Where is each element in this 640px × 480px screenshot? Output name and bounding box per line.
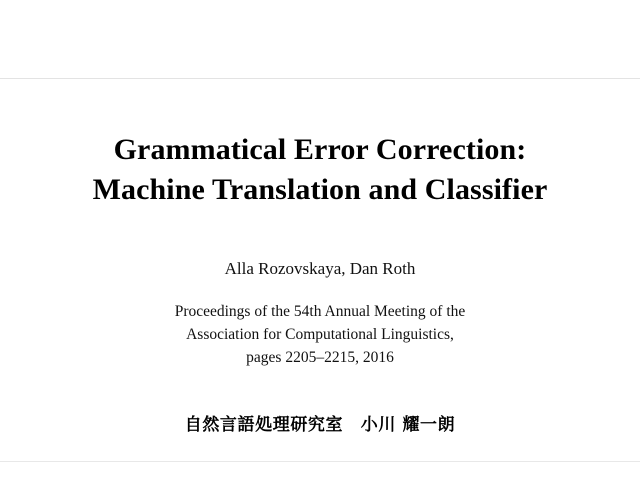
venue-line-1: Proceedings of the 54th Annual Meeting of the bbox=[174, 303, 466, 320]
footer-divider bbox=[0, 461, 640, 462]
page-title bbox=[93, 130, 548, 210]
authors: Alla Rozovskaya, Dan Roth bbox=[224, 259, 416, 278]
venue-citation bbox=[175, 300, 466, 369]
title-line-1: Grammatical Error Correction: bbox=[113, 133, 527, 166]
presenter-affiliation: 自然言語処理研究室 小川 耀一朗 bbox=[184, 415, 456, 435]
venue-line-2: Association for Computational Linguistics, bbox=[186, 326, 454, 343]
venue-line-3: pages 2205–2215, 2016 bbox=[246, 349, 394, 366]
title-line-2: Machine Translation and Classifier bbox=[92, 173, 548, 206]
slide-content bbox=[0, 78, 640, 462]
